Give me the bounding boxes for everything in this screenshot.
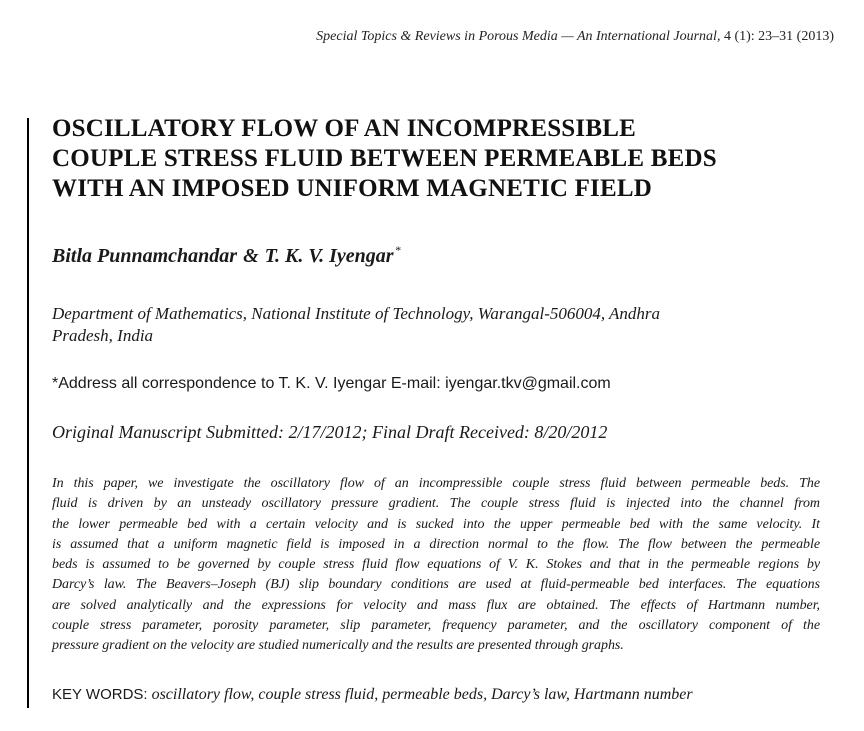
title-line: OSCILLATORY FLOW OF AN INCOMPRESSIBLE <box>52 115 636 142</box>
journal-header <box>316 29 834 45</box>
journal-volume: 4 (1): 23–31 (2013) <box>723 29 834 44</box>
keywords <box>52 686 693 704</box>
abstract-line: pressure gradient on the velocity are studied numerically and the results are presented through graphs. <box>52 638 624 654</box>
abstract-line: In this paper, we investigate the oscillatory flow of an incompressible couple stress fluid between permeable beds. The <box>52 476 820 491</box>
abstract-line: Darcy’s law. The Beavers–Joseph (BJ) slip boundary conditions are used at fluid-permeable bed interfaces. The equations <box>52 577 820 593</box>
corresponding-author-mark: * <box>394 243 401 257</box>
title-line: COUPLE STRESS FLUID BETWEEN PERMEABLE BEDS <box>52 145 717 172</box>
author-name: Bitla Punnamchandar <box>52 245 238 267</box>
abstract-line: the lower permeable bed with a certain velocity and is sucked into the upper permeable bed with the same velocity. It <box>52 516 820 532</box>
abstract <box>52 474 820 657</box>
abstract-line: are solved analytically and the expressions for velocity and mass flux are obtained. The effects of Hartmann number, <box>52 597 820 613</box>
paper-title <box>52 114 842 204</box>
abstract-line: couple stress parameter, porosity parameter, slip parameter, frequency parameter, and the oscillatory component of the <box>52 618 820 634</box>
left-margin-rule <box>27 118 29 708</box>
correspondence-note: *Address all correspondence to T. K. V. Iyengar E-mail: iyengar.tkv@gmail.com <box>52 375 611 392</box>
submission-dates: Original Manuscript Submitted: 2/17/2012; Final Draft Received: 8/20/2012 <box>52 422 608 442</box>
keywords-label: KEY WORDS: <box>52 686 148 703</box>
affiliation-line: Pradesh, India <box>52 326 154 345</box>
abstract-line: is assumed that a uniform magnetic field is imposed in a direction normal to the flow. The flow between the permeable <box>52 536 820 552</box>
author-list <box>52 243 401 268</box>
affiliation <box>52 303 832 347</box>
journal-name: Special Topics & Reviews in Porous Media — An International Journal, <box>316 29 721 44</box>
author-connector: & <box>243 245 259 267</box>
keywords-list: oscillatory flow, couple stress fluid, permeable beds, Darcy’s law, Hartmann number <box>151 686 693 703</box>
abstract-line: beds is assumed to be governed by couple stress fluid flow equations of V. K. Stokes and that in the permeable regions by <box>52 557 820 573</box>
affiliation-line: Department of Mathematics, National Institute of Technology, Warangal-506004, Andhra <box>52 304 661 323</box>
author-name: T. K. V. Iyengar <box>264 245 394 267</box>
abstract-line: fluid is driven by an unsteady oscillatory pressure gradient. The couple stress fluid is injected into the channel from <box>52 496 820 512</box>
title-line: WITH AN IMPOSED UNIFORM MAGNETIC FIELD <box>52 175 652 202</box>
